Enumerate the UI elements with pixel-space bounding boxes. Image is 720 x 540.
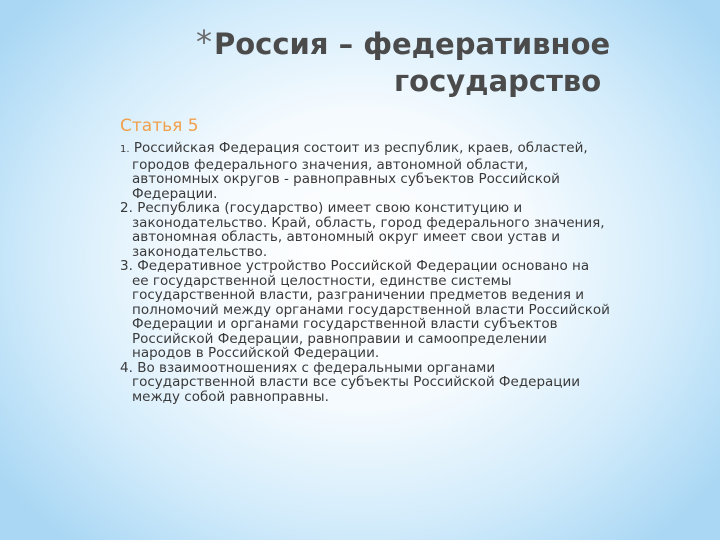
paragraph-text: Республика (государство) имеет свою конституцию и законодательство. Край, область, город федерального значения, автономная область, автономный округ имеет свои устав и законодательство. xyxy=(132,200,605,260)
paragraph-text: Российская Федерация состоит из республик, краев, областей, городов федерального значения, автономной области, автономных округов - равноправных субъектов Российской Федерации. xyxy=(132,140,588,202)
paragraph-number: 2. xyxy=(120,200,133,216)
paragraph-2 xyxy=(120,201,610,259)
article-heading: Статья 5 xyxy=(120,116,199,136)
slide-title-line-2: государство xyxy=(394,64,602,98)
asterisk-icon: * xyxy=(196,23,212,61)
article-body xyxy=(120,141,610,404)
paragraph-number: 3. xyxy=(120,258,133,274)
paragraph-text: Федеративное устройство Российской Федерации основано на ее государственной целостности, единстве системы государственной власти, разграничении предметов ведения и полномочий между органами государственной власти Российской Федерации и органами государственной власти субъектов Российской Федерации, равноправии и самоопределении народов в Российской Федерации. xyxy=(132,258,610,361)
paragraph-1 xyxy=(120,141,610,201)
slide-title-line-1: Россия – федеративное xyxy=(214,27,611,61)
paragraph-4 xyxy=(120,361,610,405)
paragraph-number: 4. xyxy=(120,359,133,376)
paragraph-number: 1. xyxy=(120,144,130,155)
paragraph-3 xyxy=(120,259,610,361)
paragraph-text: Во взаимоотношениях с федеральными органами государственной власти все субъекты Российской Федерации между собой равноправны. xyxy=(132,359,581,405)
